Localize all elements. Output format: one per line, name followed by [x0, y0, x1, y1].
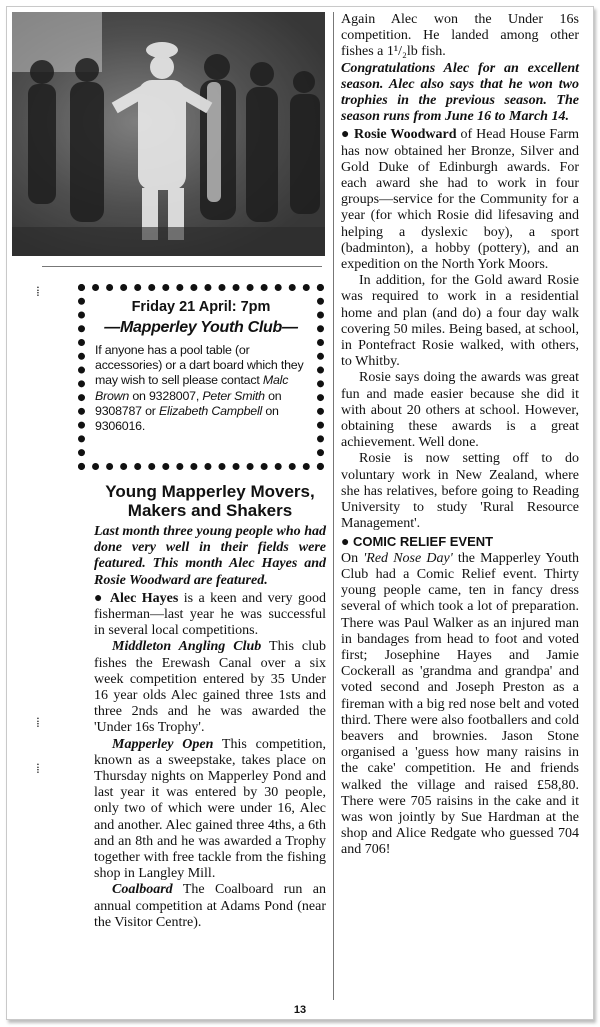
middleton-paragraph: Middleton Angling Club This club fishes the Erewash Canal over a six week competition entered by 35 Under 16 year olds Alec gained three 1sts and three 2nds and he was awarded the 'Under 16s Trophy'. — [94, 639, 326, 736]
notice-date: Friday 21 April: 7pm — [131, 299, 271, 315]
rosie-paragraph: ● Rosie Woodward of Head House Farm has now obtained her Bronze, Silver and Gold Duke of Edinburgh awards. For each award she had to work in four groups—service for the Community for a year (for which Rosie did lifesaving and helping a dyslexic boy), a sport (badminton), a hobby (pottery), and an expedition on the North York Moors. — [341, 125, 579, 273]
coalboard-continued: Again Alec won the Under 16s competition. He landed among other fishes a 1¹/₂lb fish. — [341, 12, 579, 60]
margin-mark: ⁞ — [36, 285, 40, 300]
left-column — [12, 12, 326, 256]
notice-body: If anyone has a pool table (or accessories) or a dart board which they may wish to sell please contact Malc Brown on 9328007, Peter Smith on 9308787 or Elizabeth Campbell on 9306016. — [95, 343, 304, 434]
photo-figures — [12, 12, 325, 256]
youth-club-notice-box — [78, 284, 324, 470]
comic-relief-heading: ● COMIC RELIEF EVENT — [341, 532, 494, 549]
margin-mark: ⁞ — [36, 716, 40, 731]
horizontal-rule — [42, 266, 322, 267]
article-headline: Young Mapperley Movers, Makers and Shakers — [105, 482, 315, 520]
contact-name: Elizabeth Campbell — [158, 403, 263, 418]
congratulations-note: Congratulations Alec for an excellent season. Alec also says that he won two trophies in the previous season. The season runs from June 16 to March 14. — [341, 60, 579, 125]
youth-club-photo — [12, 12, 325, 256]
page-number: 13 — [293, 1004, 307, 1016]
column-divider — [333, 12, 334, 1000]
alec-paragraph: ● Alec Hayes is a keen and very good fisherman—last year he was successful in several local competitions. — [94, 588, 326, 639]
contact-name: Malc Brown — [95, 373, 289, 403]
rosie-future-paragraph: Rosie is now setting off to do voluntary work in New Zealand, where she has relatives, before going to Reading University to study 'Rural Resource Management'. — [341, 451, 579, 532]
margin-mark: ⁞ — [36, 762, 40, 777]
coalboard-paragraph: Coalboard The Coalboard run an annual competition at Adams Pond (near the Visitor Centre). — [94, 882, 326, 930]
mapperley-open-paragraph: Mapperley Open This competition, known as a sweepstake, takes place on Thursday nights on Mapperley Pond and last year it was entered by 30 people, only two of which were under 16, Alec and another. Alec gained three 4ths, a 6th and an 8th and he was awarded a Trophy together with free tackle from the fishing shop in Langley Mill. — [94, 736, 326, 882]
rosie-gold-paragraph: In addition, for the Gold award Rosie was required to work in a residential home and plan (and do) a four day walk covering 50 miles. Being based, at school, in Pontefract Rosie walked, with others, to Whitby. — [341, 273, 579, 370]
contact-name: Peter Smith — [202, 388, 265, 403]
right-column — [341, 12, 579, 859]
article-intro: Last month three young people who had done very well in their fields were featured. This month Alec Hayes and Rosie Woodward are featured. — [94, 524, 326, 588]
rosie-fun-paragraph: Rosie says doing the awards was great fun and made easier because she did it with about 20 others at school. However, obtaining these awards is a great achievement. Well done. — [341, 370, 579, 451]
article-left-part — [94, 482, 326, 931]
notice-title: —Mapperley Youth Club— — [104, 319, 298, 336]
comic-relief-paragraph: On 'Red Nose Day' the Mapperley Youth Club had a Comic Relief event. Thirty young people came, ten in fancy dress several of which took a lot of preparation. There was Paul Walker as an injured man in bandages from head to foot and voted first; Josephine Hayes and Jamie Cockerall as 'grandma and grandpa' and voted second and Joseph Preston as a fireman with a big red nose belt and voted third. There were also footballers and cold beavers and brownies. Jason Stone organised a 'guess how many raisins in the cake' competition. He and friends walked the village and raised £58,80. There were 705 raisins in the cake and it was won jointly by Sue Hardman at the shop and Alice Redgate who guessed 704 and 706! — [341, 550, 579, 858]
